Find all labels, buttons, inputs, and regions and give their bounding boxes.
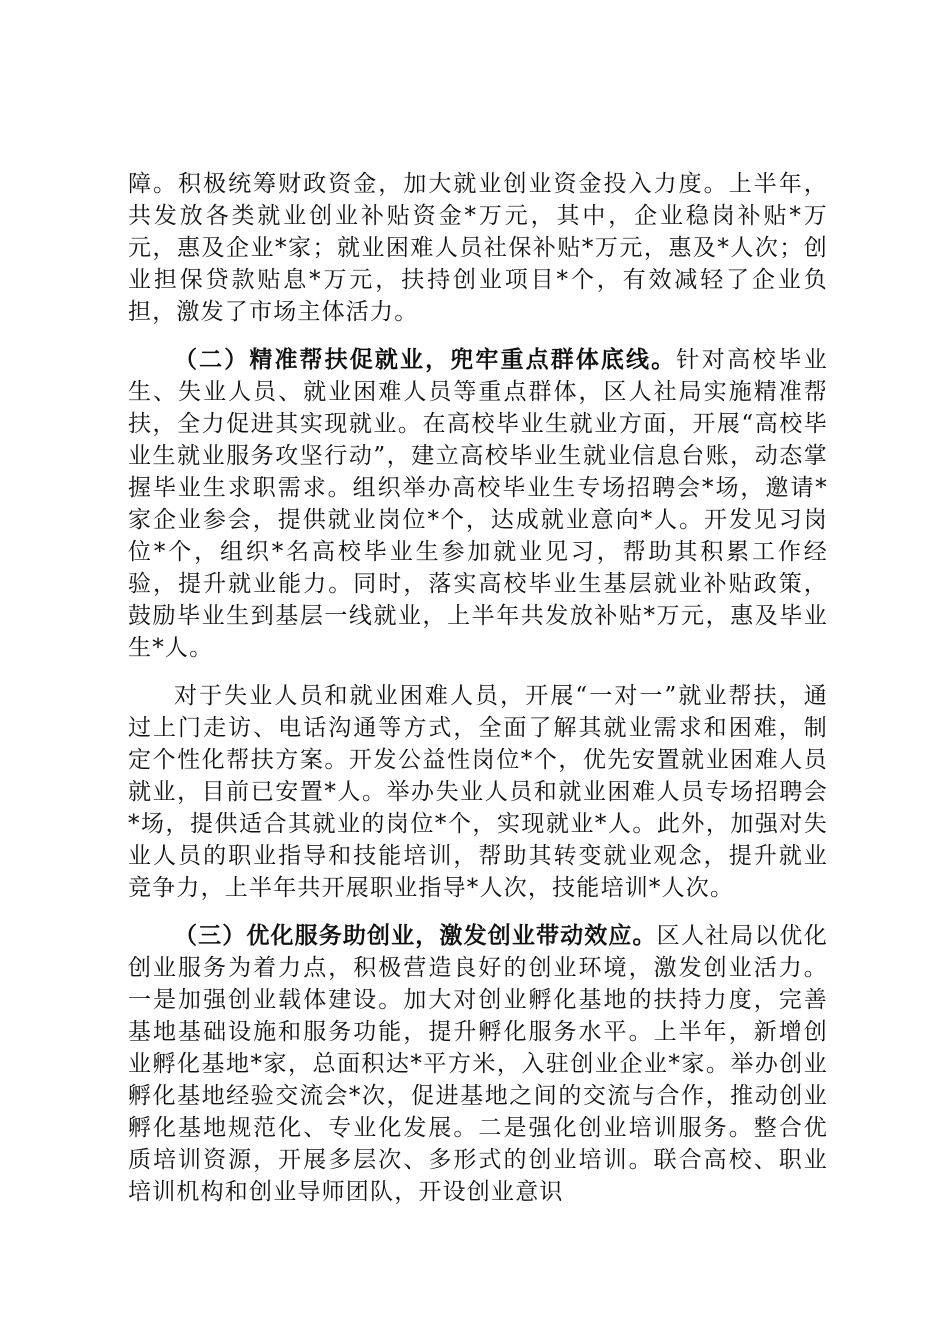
paragraph-text: 障。积极统筹财政资金，加大就业创业资金投入力度。上半年，共发放各类就业创业补贴资金*万元，其中，企业稳岗补贴*万元，惠及企业*家；就业困难人员社保补贴*万元，惠及*人次；创业担保贷款贴息*万元，扶持创业项目*个，有效减轻了企业负担，激发了市场主体活力。 (128, 171, 828, 325)
paragraph-text: 针对高校毕业生、失业人员、就业困难人员等重点群体，区人社局实施精准帮扶，全力促进其实现就业。在高校毕业生就业方面，开展“高校毕业生就业服务攻坚行动”，建立高校毕业生就业信息台账，动态掌握毕业生求职需求。组织举办高校毕业生专场招聘会*场，邀请*家企业参会，提供就业岗位*个，达成就业意向*人。开发见习岗位*个，组织*名高校毕业生参加就业见习，帮助其积累工作经验，提升就业能力。同时，落实高校毕业生基层就业补贴政策，鼓励毕业生到基层一线就业，上半年共发放补贴*万元，惠及毕业生*人。 (128, 347, 829, 661)
document-body (128, 168, 828, 1208)
paragraph-funding-support (128, 168, 828, 328)
section-heading-two: （二）精准帮扶促就业，兜牢重点群体底线。 (174, 347, 677, 373)
section-heading-three: （三）优化服务助创业，激发创业带动效应。 (174, 923, 657, 949)
paragraph-text: 区人社局以优化创业服务为着力点，积极营造良好的创业环境，激发创业活力。一是加强创业载体建设。加大对创业孵化基地的扶持力度，完善基地基础设施和服务功能，提升孵化服务水平。上半年，新增创业孵化基地*家，总面积达*平方米，入驻创业企业*家。举办创业孵化基地经验交流会*次，促进基地之间的交流与合作，推动创业孵化基地规范化、专业化发展。二是强化创业培训服务。整合优质培训资源，开展多层次、多形式的创业培训。联合高校、职业培训机构和创业导师团队，开设创业意识 (128, 923, 829, 1205)
paragraph-entrepreneurship-services (128, 920, 828, 1208)
paragraph-precise-assistance (128, 344, 828, 664)
paragraph-unemployed-assistance (128, 680, 828, 904)
paragraph-text: 对于失业人员和就业困难人员，开展“一对一”就业帮扶，通过上门走访、电话沟通等方式，全面了解其就业需求和困难，制定个性化帮扶方案。开发公益性岗位*个，优先安置就业困难人员就业，目前已安置*人。举办失业人员和就业困难人员专场招聘会*场，提供适合其就业的岗位*个，实现就业*人。此外，加强对失业人员的职业指导和技能培训，帮助其转变就业观念，提升就业竞争力，上半年共开展职业指导*人次，技能培训*人次。 (128, 683, 828, 901)
